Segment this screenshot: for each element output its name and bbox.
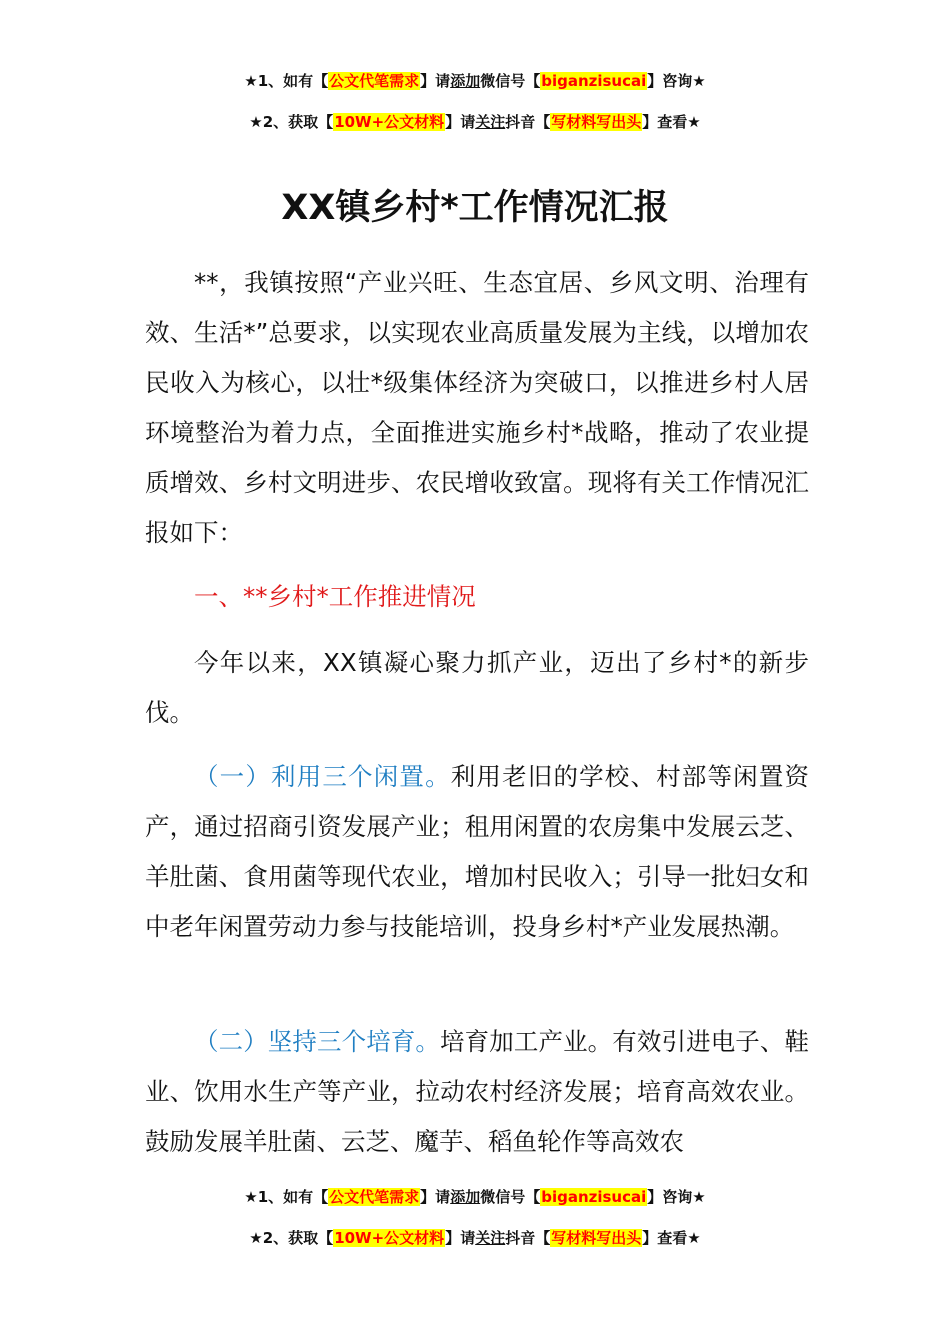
notice-prefix: ★1、如有【 <box>244 1188 329 1206</box>
header-notice-line-1 <box>0 70 950 92</box>
subsection-heading: （一）利用三个闲置。 <box>194 762 451 791</box>
notice-highlight: 公文代笔需求 <box>329 72 420 90</box>
notice-highlight: biganzisucai <box>541 72 647 90</box>
item-paragraph-1 <box>145 752 809 952</box>
section-intro-paragraph: 今年以来，XX镇凝心聚力抓产业，迈出了乡村*的新步伐。 <box>145 648 809 727</box>
notice-text: 抖音【 <box>505 1229 551 1247</box>
notice-text: 抖音【 <box>505 113 551 131</box>
footer-notice-line-1 <box>0 1186 950 1208</box>
notice-prefix: ★1、如有【 <box>244 72 329 90</box>
notice-highlight: 写材料写出头 <box>551 113 642 131</box>
notice-text: 】请 <box>420 1188 451 1206</box>
item-text: 培育加工产业。有效引进电子、鞋业、饮用水生产等产业，拉动农村经济发展；培育高效农业。鼓励发展羊肚菌、云芝、魔芋、稻鱼轮作等高效农 <box>145 1027 810 1156</box>
notice-text: 微信号【 <box>480 1188 541 1206</box>
footer-notice-line-2 <box>0 1227 950 1249</box>
notice-emphasis: 关注 <box>475 1229 506 1247</box>
notice-suffix: 】咨询★ <box>647 72 706 90</box>
notice-highlight: 10W+公文材料 <box>334 113 445 131</box>
notice-prefix: ★2、获取【 <box>249 1229 334 1247</box>
notice-suffix: 】咨询★ <box>647 1188 706 1206</box>
section-heading: 一、**乡村*工作推进情况 <box>194 582 476 611</box>
notice-text: 】请 <box>420 72 451 90</box>
subsection-heading: （二）坚持三个培育。 <box>194 1027 441 1056</box>
intro-paragraph: **，我镇按照“产业兴旺、生态宜居、乡风文明、治理有效、生活*”总要求，以实现农业高质量发展为主线，以增加农民收入为核心，以壮*级集体经济为突破口，以推进乡村人居环境整治为着力点，全面推进实施乡村*战略，推动了农业提质增效、乡村文明进步、农民增收致富。现将有关工作情况汇报如下： <box>145 268 809 547</box>
notice-text: 微信号【 <box>480 72 541 90</box>
notice-prefix: ★2、获取【 <box>249 113 334 131</box>
notice-emphasis: 添加 <box>450 72 481 90</box>
header-notice-line-2 <box>0 111 950 133</box>
notice-text: 】请 <box>445 113 476 131</box>
notice-highlight: biganzisucai <box>541 1188 647 1206</box>
notice-emphasis: 关注 <box>475 113 506 131</box>
notice-emphasis: 添加 <box>450 1188 481 1206</box>
item-text: 利用老旧的学校、村部等闲置资产，通过招商引资发展产业；租用闲置的农房集中发展云芝、羊肚菌、食用菌等现代农业，增加村民收入；引导一批妇女和中老年闲置劳动力参与技能培训，投身乡村*产业发展热潮。 <box>145 762 810 941</box>
document-title: XX镇乡村*工作情况汇报 <box>281 188 669 228</box>
notice-suffix: 】查看★ <box>642 1229 701 1247</box>
notice-suffix: 】查看★ <box>642 113 701 131</box>
notice-highlight: 10W+公文材料 <box>334 1229 445 1247</box>
notice-highlight: 公文代笔需求 <box>329 1188 420 1206</box>
item-paragraph-2 <box>145 1017 809 1167</box>
notice-text: 】请 <box>445 1229 476 1247</box>
notice-highlight: 写材料写出头 <box>551 1229 642 1247</box>
